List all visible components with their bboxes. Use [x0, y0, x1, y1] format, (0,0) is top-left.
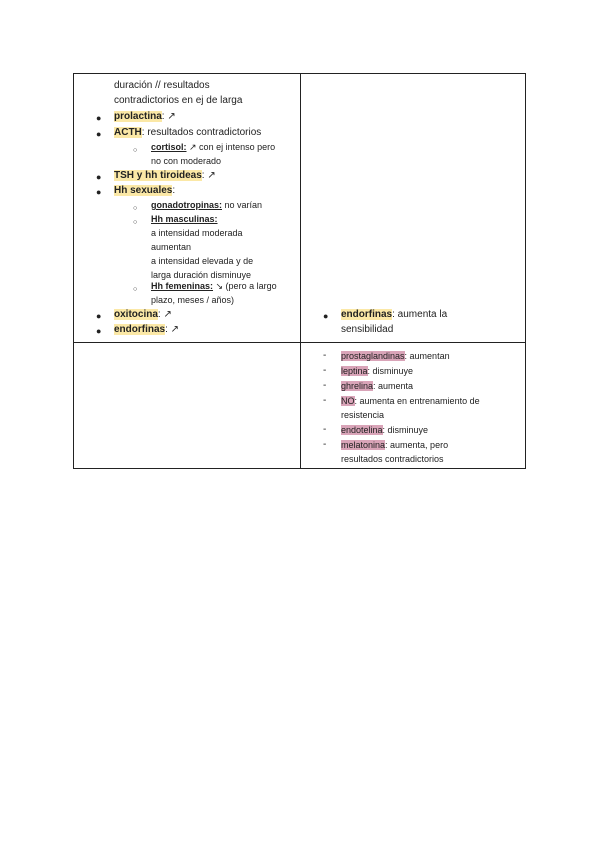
dash-icon: - [323, 439, 327, 450]
item-ghrelina: ghrelina: aumenta [341, 381, 414, 391]
bullet-icon: ● [323, 311, 329, 321]
cell-bottom-right [301, 343, 527, 468]
item-cortisol: cortisol: ↗ con ej intenso pero [151, 142, 276, 152]
dash-icon: - [323, 350, 327, 361]
no-cont: resistencia [341, 410, 385, 420]
femeninas-cont: plazo, meses / años) [151, 295, 235, 305]
masculinas-line-1: a intensidad moderada [151, 228, 243, 238]
item-acth: ACTH: resultados contradictorios [114, 127, 262, 138]
masculinas-line-3: a intensidad elevada y de [151, 256, 254, 266]
dash-icon: - [323, 395, 327, 406]
item-cortisol-cont: no con moderado [151, 156, 222, 166]
cell-top-left [74, 74, 300, 342]
circle-bullet-icon: ○ [133, 219, 138, 226]
dash-icon: - [323, 424, 327, 435]
item-tsh: TSH y hh tiroideas: ↗ [114, 170, 216, 181]
item-endotelina: endotelina: disminuye [341, 425, 429, 435]
item-hh-femeninas: Hh femeninas: ↘ (pero a largo [151, 281, 277, 291]
circle-bullet-icon: ○ [133, 205, 138, 212]
cell-bottom-left [74, 343, 300, 468]
item-no: NO: aumenta en entrenamiento de [341, 396, 480, 406]
item-prostaglandinas: prostaglandinas: aumentan [341, 351, 450, 361]
item-endorfinas: endorfinas: ↗ [114, 324, 180, 335]
item-gonadotropinas: gonadotropinas: no varían [151, 200, 263, 210]
item-endorfinas-right: endorfinas: aumenta la [341, 309, 448, 320]
bullet-icon: ● [96, 129, 102, 139]
item-melatonina: melatonina: aumenta, pero [341, 440, 449, 450]
dash-icon: - [323, 365, 327, 376]
bullet-icon: ● [96, 113, 102, 123]
item-prolactina: prolactina: ↗ [114, 111, 176, 122]
endorfinas-right-cont: sensibilidad [341, 324, 394, 335]
bullet-icon: ● [96, 311, 102, 321]
intro-line-1: duración // resultados [114, 80, 210, 91]
dash-icon: - [323, 380, 327, 391]
notes-table [73, 73, 526, 469]
masculinas-line-4: larga duración disminuye [151, 270, 252, 280]
cell-top-right [301, 74, 527, 342]
item-leptina: leptina: disminuye [341, 366, 414, 376]
item-hh-masculinas: Hh masculinas: [151, 214, 218, 224]
melatonina-cont: resultados contradictorios [341, 454, 444, 464]
item-oxitocina: oxitocina: ↗ [114, 309, 172, 320]
bullet-icon: ● [96, 326, 102, 336]
intro-line-2: contradictorios en ej de larga [114, 95, 243, 106]
circle-bullet-icon: ○ [133, 286, 138, 293]
bullet-icon: ● [96, 172, 102, 182]
circle-bullet-icon: ○ [133, 147, 138, 154]
masculinas-line-2: aumentan [151, 242, 192, 252]
item-hh-sexuales: Hh sexuales: [114, 185, 176, 196]
bullet-icon: ● [96, 187, 102, 197]
